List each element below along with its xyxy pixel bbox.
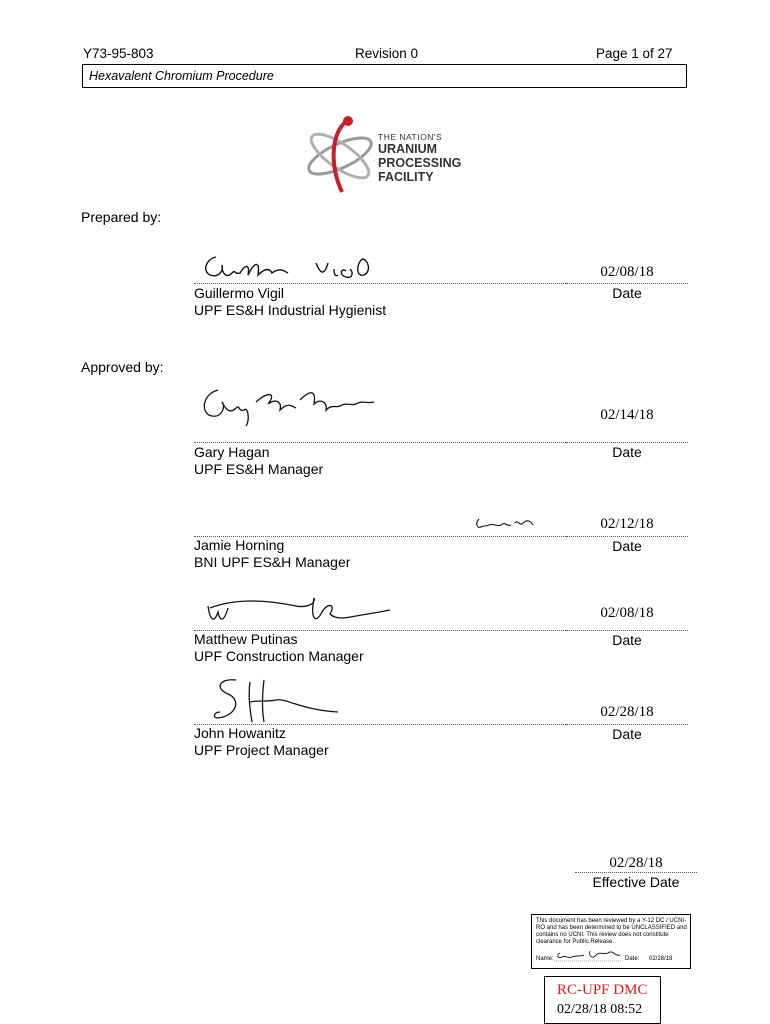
dmc-stamp-line-1: RC-UPF DMC (557, 982, 648, 998)
date-label: Date (612, 285, 642, 301)
date-line (566, 630, 688, 631)
doc-number: Y73-95-803 (83, 46, 154, 61)
prepared-by-label: Prepared by: (81, 209, 162, 225)
signer-name: Jamie Horning (194, 537, 285, 553)
signature-howanitz (206, 674, 346, 726)
dmc-stamp-line-2: 02/28/18 08:52 (557, 1002, 643, 1017)
date-line (566, 442, 688, 443)
title-box (82, 64, 687, 88)
signer-title: UPF Project Manager (194, 742, 329, 758)
signature-vigil (196, 245, 386, 287)
date-line (566, 536, 688, 537)
revision: Revision 0 (355, 46, 419, 61)
date-line (566, 283, 688, 284)
atom-logo-icon (300, 112, 386, 198)
signature-putinas (196, 590, 396, 630)
logo-line-2: URANIUM (378, 142, 438, 156)
review-stamp-date-label: Date: (625, 956, 640, 962)
review-stamp-text: This document has been reviewed by a Y-12 DC / UCNI-RO and has been determined to be UNCLASSIFIED and contains no UCNI. This review does not constitute clearance for Public Release. (536, 918, 687, 945)
signer-title: UPF ES&H Industrial Hygienist (194, 302, 387, 318)
dmc-stamp (544, 976, 661, 1024)
logo-line-3: PROCESSING (378, 156, 462, 170)
review-stamp-date: 02/28/18 (649, 956, 673, 962)
page-number: Page 1 of 27 (596, 46, 673, 61)
effective-date: 02/28/18 (609, 855, 663, 871)
date-label: Date (612, 726, 642, 742)
signer-name: Gary Hagan (194, 444, 270, 460)
review-stamp (531, 914, 691, 969)
signer-title: UPF ES&H Manager (194, 461, 324, 477)
signer-date: 02/14/18 (600, 407, 654, 423)
signer-title: BNI UPF ES&H Manager (194, 554, 351, 570)
signature-line (194, 442, 566, 443)
document-title: Hexavalent Chromium Procedure (89, 69, 274, 83)
review-stamp-name-label: Name: (536, 956, 554, 962)
signer-date: 02/08/18 (600, 264, 654, 280)
effective-date-line (575, 872, 697, 873)
signer-title: UPF Construction Manager (194, 648, 364, 664)
signature-hagan (196, 380, 386, 430)
signature-buffalo (554, 947, 624, 963)
approved-by-label: Approved by: (81, 359, 164, 375)
logo-line-1: THE NATION'S (378, 132, 443, 142)
signer-date: 02/28/18 (600, 704, 654, 720)
signer-date: 02/08/18 (600, 605, 654, 621)
date-label: Date (612, 444, 642, 460)
signer-name: John Howanitz (194, 725, 286, 741)
signer-name: Matthew Putinas (194, 631, 298, 647)
signature-horning (473, 515, 537, 533)
date-label: Date (612, 538, 642, 554)
upf-logo (300, 112, 480, 198)
signer-date: 02/12/18 (600, 516, 654, 532)
date-label: Date (612, 632, 642, 648)
effective-date-label: Effective Date (592, 874, 680, 890)
logo-line-4: FACILITY (378, 170, 434, 184)
signature-line (194, 283, 566, 284)
date-line (566, 724, 688, 725)
signer-name: Guillermo Vigil (194, 285, 284, 301)
